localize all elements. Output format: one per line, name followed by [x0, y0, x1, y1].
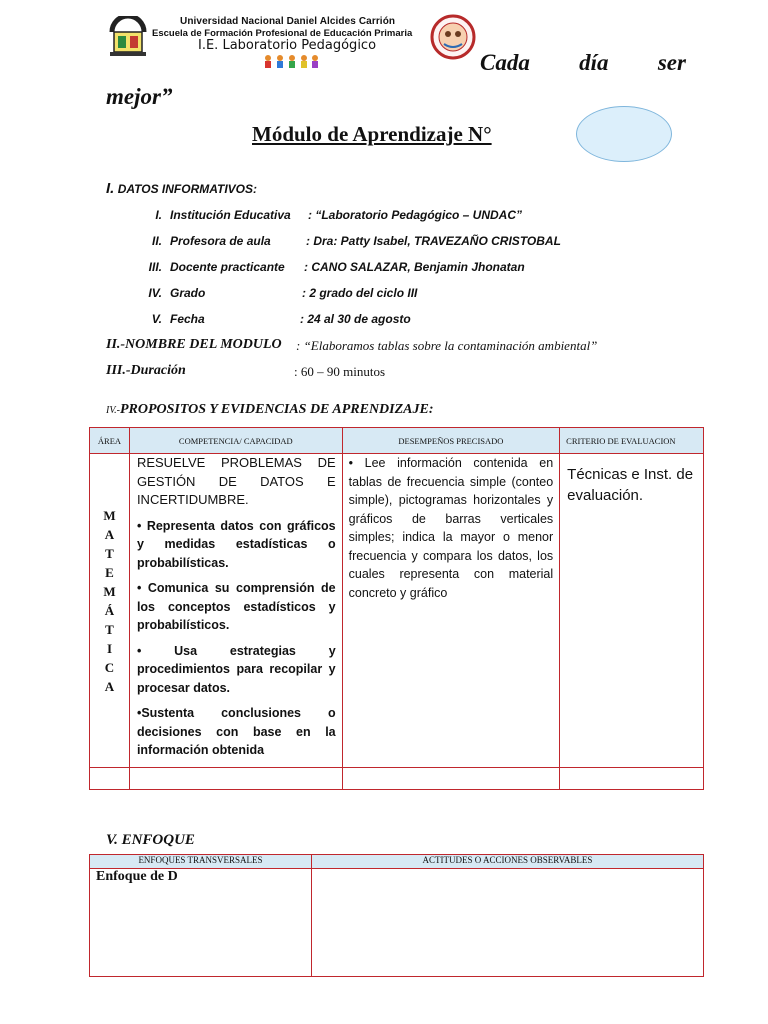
modulo-value: : “Elaboramos tablas sobre la contaminación ambiental”	[296, 338, 598, 353]
section-duracion	[106, 363, 186, 379]
row-label: Fecha	[170, 312, 205, 326]
propositos-table	[89, 427, 704, 790]
capacidad-item: • Comunica su comprensión de los conceptos estadísticos y probabilísticos.	[136, 581, 336, 632]
capacidad-item: • Usa estrategias y procedimientos para recopilar y procesar datos.	[136, 643, 336, 695]
row-number: V.	[151, 312, 162, 326]
section-enfoque-title: V. ENFOQUE	[106, 832, 195, 848]
motto-word: Cada	[480, 50, 530, 75]
row-value: : “Laboratorio Pedagógico – UNDAC”	[308, 208, 523, 222]
capacidad-item: • Representa datos con gráficos y medidas estadísticas o probabilísticas.	[136, 518, 336, 570]
row-label: Profesora de aula	[170, 234, 271, 248]
table-row-empty	[90, 767, 704, 789]
empty-cell	[129, 767, 342, 789]
section-label: DATOS INFORMATIVOS:	[117, 182, 258, 196]
section-propositos	[106, 402, 434, 418]
capacidad-item: •Sustenta conclusiones o decisiones con base en la información obtenida	[136, 706, 336, 757]
table-row	[90, 869, 704, 977]
motto-line-2: mejor”	[106, 84, 173, 109]
row-value: : Dra: Patty Isabel, TRAVEZAÑO CRISTOBAL	[306, 234, 561, 248]
table-header-row	[90, 428, 704, 454]
header-enfoques: ENFOQUES TRANSVERSALES	[90, 855, 312, 869]
empty-cell	[342, 767, 560, 789]
motto-word: día	[579, 50, 609, 75]
undac-logo-icon	[108, 16, 148, 58]
row-label: Institución Educativa	[170, 208, 291, 222]
row-label: Grado	[170, 286, 206, 300]
area-letter: Á	[104, 603, 115, 618]
section-label: III.-Duración	[106, 363, 186, 378]
empty-cell	[560, 767, 704, 789]
area-letter: M	[103, 584, 116, 599]
section-datos-title	[106, 180, 257, 197]
area-letter: I	[106, 641, 112, 656]
university-name: Universidad Nacional Daniel Alcides Carrión	[180, 16, 396, 27]
row-number: II.	[151, 234, 162, 248]
row-label: Docente practicante	[170, 260, 285, 274]
row-number: IV.	[148, 286, 162, 300]
area-cell	[90, 454, 130, 768]
area-letter: C	[104, 660, 115, 675]
section-label: II.-NOMBRE DEL MODULO	[106, 337, 282, 352]
row-number: I.	[155, 208, 162, 222]
empty-cell	[90, 767, 130, 789]
header-actitudes: ACTITUDES O ACCIONES OBSERVABLES	[312, 855, 704, 869]
area-letter: M	[103, 508, 116, 523]
school-seal-icon	[430, 14, 476, 60]
actitudes-cell	[312, 869, 704, 977]
row-value: : CANO SALAZAR, Benjamin Jhonatan	[304, 260, 525, 274]
row-number: III.	[148, 260, 162, 274]
table-header-row	[90, 855, 704, 869]
section-number: I.	[106, 180, 115, 197]
competencia-text: RESUELVE PROBLEMAS DE GESTIÓN DE DATOS E INCERTIDUMBRE.	[136, 455, 336, 507]
area-letter: T	[105, 546, 114, 561]
header-desempenos: DESEMPEÑOS PRECISADO	[342, 428, 560, 454]
area-letter: A	[104, 527, 115, 542]
enfoque-cell: Enfoque de D	[90, 869, 312, 977]
section-prefix: IV.-	[106, 405, 120, 416]
area-letter: T	[105, 622, 114, 637]
motto-word: ser	[657, 50, 686, 75]
table-row	[90, 454, 704, 768]
header-competencia: COMPETENCIA/ CAPACIDAD	[129, 428, 342, 454]
institution-name: I.E. Laboratorio Pedagógico	[198, 38, 377, 53]
header-area: ÁREA	[90, 428, 130, 454]
page-title: Módulo de Aprendizaje N°	[252, 122, 492, 146]
children-illustration-icon	[262, 54, 320, 68]
module-number-oval	[576, 106, 672, 162]
duracion-value: : 60 – 90 minutos	[294, 364, 386, 379]
row-value: : 2 grado del ciclo III	[302, 286, 418, 300]
desempeno-cell: • Lee información contenida en tablas de frecuencia simple (conteo simple), pictogramas horizontales y gráficos de barras verticales simples; indica la mayor o menor frecuencia y compara los datos, los cuales representa con material concreto y gráfico	[342, 454, 560, 768]
criterio-cell: Técnicas e Inst. de evaluación.	[560, 454, 704, 768]
motto-line-1	[480, 50, 686, 76]
header-criterio: CRITERIO DE EVALUACION	[560, 428, 704, 454]
section-modulo	[106, 337, 282, 353]
row-value: : 24 al 30 de agosto	[300, 312, 411, 326]
enfoque-table	[89, 854, 704, 977]
section-label: PROPOSITOS Y EVIDENCIAS DE APRENDIZAJE:	[119, 402, 434, 417]
school-name: Escuela de Formación Profesional de Educación Primaria	[152, 28, 413, 39]
area-letter: A	[104, 679, 115, 694]
area-letter: E	[105, 565, 114, 580]
competencia-cell	[129, 454, 342, 768]
